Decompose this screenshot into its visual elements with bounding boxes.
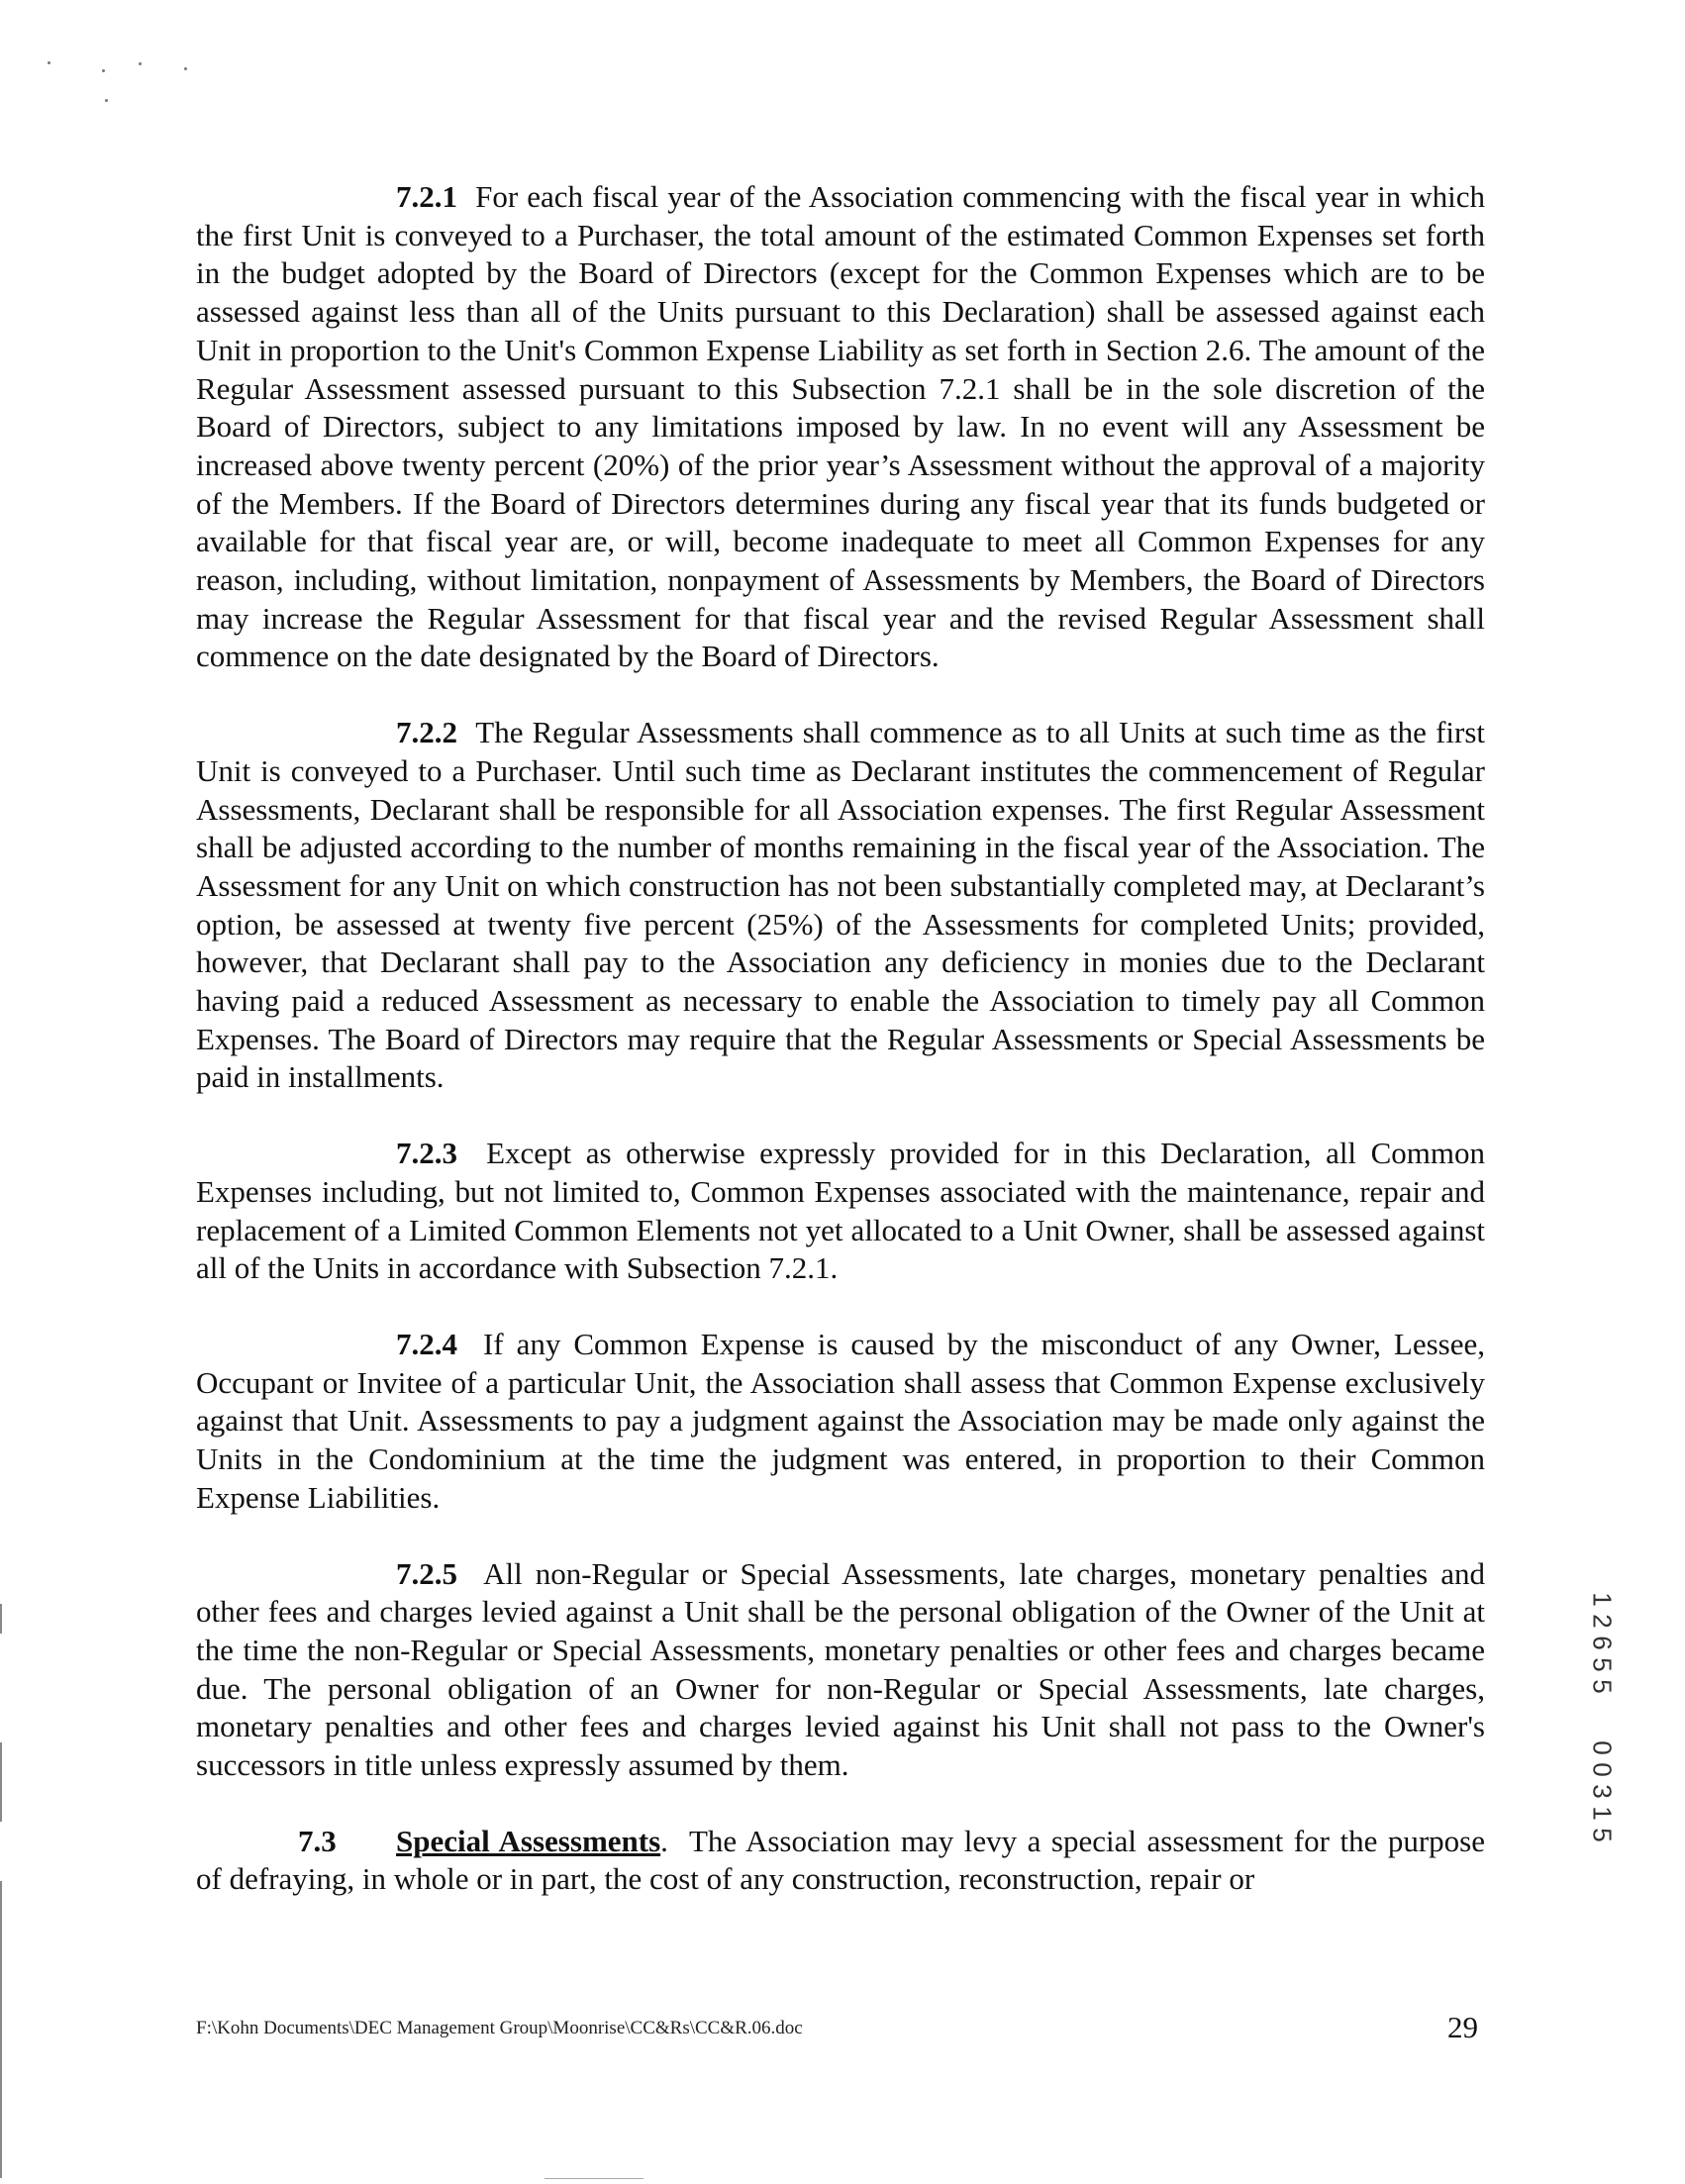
scan-speck: [102, 69, 105, 72]
paragraph-text: Except as otherwise expressly provided for in this Declaration, all Common Expenses including, but not limited to, Common Expenses associated with the maintenance, repair and replacement of a Limited Common Elements not yet allocated to a Unit Owner, shall be assessed against all of the Units in accordance with Subsection 7.2.1.: [196, 1136, 1485, 1286]
paragraph-text: The Regular Assessments shall commence as to all Units at such time as the first Unit is conveyed to a Purchaser. Until such time as Declarant institutes the commencement of Regular Assessments, Declarant shall be responsible for all Association expenses. The first Regular Assessment shall be adjusted according to the number of months remaining in the fiscal year of the Association. The Assessment for any Unit on which construction has not been substantially completed may, at Declarant’s option, be assessed at twenty five percent (25%) of the Assessments for completed Units; provided, however, that Declarant shall pay to the Association any deficiency in monies due to the Declarant having paid a reduced Assessment as necessary to enable the Association to timely pay all Common Expenses. The Board of Directors may require that the Regular Assessments or Special Assessments be paid in installments.: [196, 715, 1485, 1095]
scan-edge-mark: [0, 1742, 2, 1822]
stamp-digit: 6: [1587, 1636, 1618, 1650]
paragraph-number: 7.2.1: [396, 179, 457, 214]
stamp-digit: 5: [1587, 1679, 1618, 1694]
section-title-punct: .: [660, 1823, 668, 1858]
footer-file-path: F:\Kohn Documents\DEC Management Group\Moonrise\CC&Rs\CC&R.06.doc: [196, 2018, 803, 2038]
paragraph-text: All non-Regular or Special Assessments, late charges, monetary penalties and other fees and charges levied against a Unit shall be the personal obligation of the Owner of the Unit at the time the non-Regular or Special Assessments, monetary penalties or other fees and charges became due. The personal obligation of an Owner for non-Regular or Special Assessments, late charges, monetary penalties and other fees and charges levied against his Unit shall not pass to the Owner's successors in title unless expressly assumed by them.: [196, 1555, 1486, 1783]
paragraph-number: 7.2.5: [396, 1555, 457, 1591]
scan-speck: [184, 67, 187, 70]
stamp-digit: 5: [1587, 1657, 1618, 1672]
stamp-digit: 1: [1587, 1592, 1618, 1607]
stamp-digit: 5: [1587, 1828, 1618, 1842]
recording-number-stamp: [1582, 1584, 1622, 1861]
paragraph-number: 7.2.2: [396, 715, 457, 750]
paragraph-7-2-4: [196, 1326, 1485, 1518]
paragraph-7-2-2: [196, 714, 1485, 1097]
stamp-digit: 1: [1587, 1806, 1618, 1821]
section-text: The Association may levy a special assessment for the purpose of defraying, in whole or in part, the cost of any construction, reconstruction, repair or: [196, 1823, 1485, 1897]
paragraph-7-2-5: [196, 1555, 1485, 1785]
paragraph-7-2-1: [196, 178, 1485, 676]
scan-edge-mark: [0, 1881, 2, 2178]
paragraph-number: 7.2.4: [396, 1326, 457, 1361]
stamp-digit: 3: [1587, 1784, 1618, 1799]
scan-speck: [139, 62, 142, 65]
stamp-digit: 2: [1587, 1614, 1618, 1629]
document-body: [196, 178, 1485, 1936]
stamp-digit: 0: [1587, 1740, 1618, 1755]
page-number: 29: [1447, 2010, 1478, 2044]
section-7-3: [196, 1823, 1485, 1899]
paragraph-text: For each fiscal year of the Association commencing with the fiscal year in which the first Unit is conveyed to a Purchaser, the total amount of the estimated Common Expenses set forth in the budget adopted by the Board of Directors (except for the Common Expenses which are to be assessed against less than all of the Units pursuant to this Declaration) shall be assessed against each Unit in proportion to the Unit's Common Expense Liability as set forth in Section 2.6. The amount of the Regular Assessment assessed pursuant to this Subsection 7.2.1 shall be in the sole discretion of the Board of Directors, subject to any limitations imposed by law. In no event will any Assessment be increased above twenty percent (20%) of the prior year’s Assessment without the approval of a majority of the Members. If the Board of Directors determines during any fiscal year that its funds budgeted or available for that fiscal year are, or will, become inadequate to meet all Common Expenses for any reason, including, without limitation, nonpayment of Assessments by Members, the Board of Directors may increase the Regular Assessment for that fiscal year and the revised Regular Assessment shall commence on the date designated by the Board of Directors.: [196, 179, 1486, 674]
scan-bottom-rule: [545, 2178, 644, 2179]
paragraph-number: 7.2.3: [396, 1136, 457, 1171]
section-number: 7.3: [298, 1823, 337, 1858]
paragraph-7-2-3: [196, 1135, 1485, 1288]
scan-speck: [105, 99, 108, 102]
scan-speck: [48, 61, 50, 64]
stamp-digit: 0: [1587, 1762, 1618, 1777]
scan-edge-mark: [0, 1604, 2, 1634]
paragraph-text: If any Common Expense is caused by the misconduct of any Owner, Lessee, Occupant or Invitee of a particular Unit, the Association shall assess that Common Expense exclusively against that Unit. Assessments to pay a judgment against the Association may be made only against the Units in the Condominium at the time the judgment was entered, in proportion to their Common Expense Liabilities.: [196, 1326, 1486, 1515]
section-title: Special Assessments: [396, 1823, 661, 1858]
